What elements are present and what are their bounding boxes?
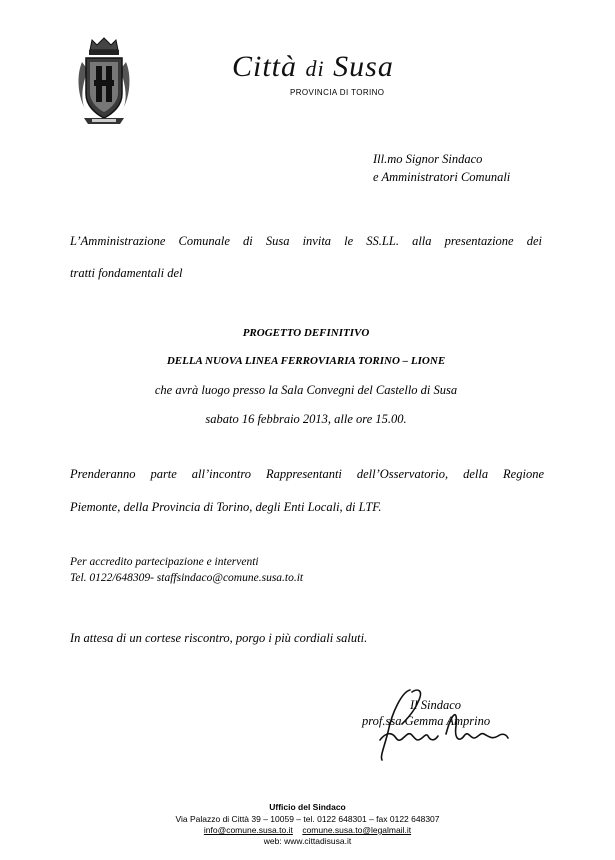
footer-web-link[interactable]: www.cittadisusa.it [284,836,352,846]
city-title-part1: Città [232,50,298,83]
signature-role: Il Sindaco [410,698,462,712]
event-date-time: sabato 16 febbraio 2013, alle ore 15.00. [205,412,407,426]
footer-web [0,836,615,846]
footer-email-pec-link[interactable]: comune.susa.to@legalmail.it [302,825,412,835]
addressee-line: Ill.mo Signor Sindaco [373,152,483,166]
project-subtitle: DELLA NUOVA LINEA FERROVIARIA TORINO – LIONE [166,355,446,367]
accreditation-contact: Tel. 0122/648309- staffsindaco@comune.susa.to.it [70,572,304,584]
handwritten-signature [362,682,522,762]
city-crest-logo [76,36,132,126]
footer-emails [0,825,615,835]
closing-greeting: In attesa di un cortese riscontro, porgo i più cordiali saluti. [70,631,368,645]
footer-address: Via Palazzo di Città 39 – 10059 – tel. 0122 648301 – fax 0122 648307 [175,814,440,824]
addressee-block [373,150,573,186]
footer-web-label: web: [263,836,282,846]
signature-name: prof.ssa Gemma Amprino [362,714,491,728]
province-label: PROVINCIA DI TORINO [290,88,385,97]
footer-office: Ufficio del Sindaco [269,802,346,812]
city-title-part2: Susa [333,50,394,83]
intro-line: tratti fondamentali del [70,266,183,280]
participants-line: Piemonte, della Provincia di Torino, degli Enti Locali, di LTF. [70,500,382,514]
event-location: che avrà luogo presso la Sala Convegni del Castello di Susa [154,383,458,397]
intro-line: L’Amministrazione Comunale di Susa invita le SS.LL. alla presentazione dei [70,234,542,248]
accreditation-line: Per accredito partecipazione e interventi [70,556,259,568]
project-title: PROGETTO DEFINITIVO [242,327,370,339]
city-title-di: di [305,56,325,81]
city-title [232,50,394,84]
addressee-line: e Amministratori Comunali [373,170,511,184]
participants-line: Prenderanno parte all’incontro Rappresentanti dell’Osservatorio, della Regione [70,467,544,481]
footer-email-info-link[interactable]: info@comune.susa.to.it [203,825,293,835]
